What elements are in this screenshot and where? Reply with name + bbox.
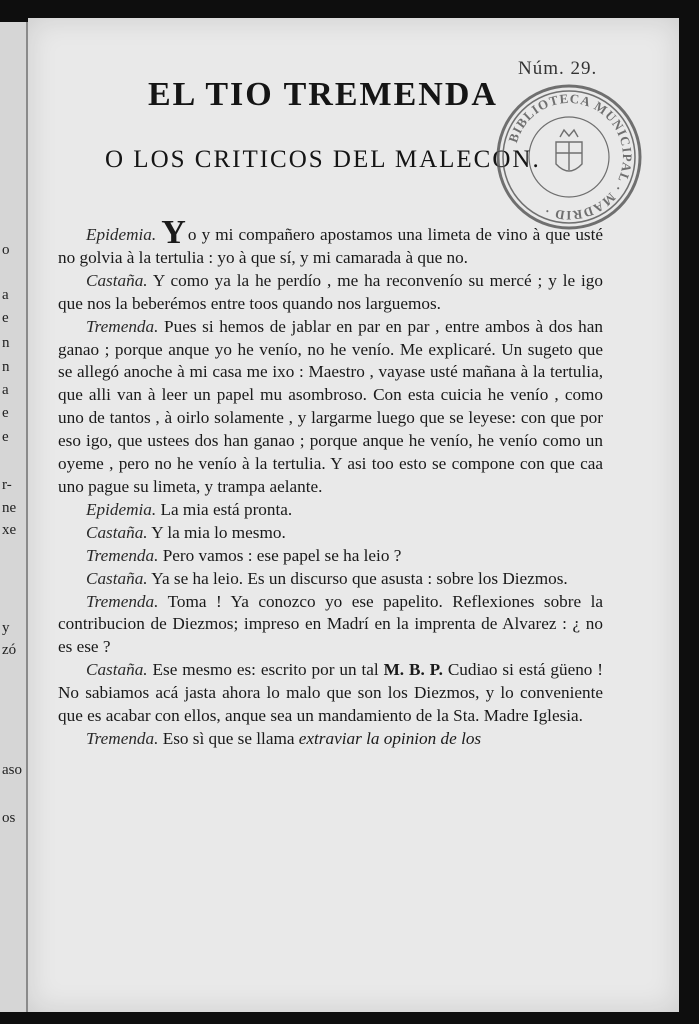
speaker-label: Tremenda. xyxy=(86,545,159,565)
speaker-label: Castaña. xyxy=(86,660,148,680)
left-page-fragment: e xyxy=(2,405,9,421)
dialogue-body xyxy=(58,214,604,751)
dialogue-text: Y la mia lo mesmo. xyxy=(151,522,286,542)
dialogue-paragraph xyxy=(58,545,603,568)
issue-number: Núm. 29. xyxy=(518,58,598,79)
dialogue-text: Cudiao si está güeno ! No sabiamos acá jasta ahora lo malo que son los Diezmos, y lo conveniente que es acabar con ellos, anque sea un mandamiento de la Sta. Madre Iglesia. xyxy=(58,660,604,726)
speaker-label: Epidemia. xyxy=(86,225,157,244)
dialogue-text: La mia está pronta. xyxy=(160,499,293,519)
dialogue-text: Ya se ha leio. Es un discurso que asusta : sobre los Diezmos. xyxy=(151,568,568,588)
speaker-label: Castaña. xyxy=(86,522,148,542)
svg-text:BIBLIOTECA MUNICIPAL · MADRID xyxy=(505,91,635,223)
dialogue-paragraph xyxy=(58,591,603,660)
dialogue-text: o y mi compañero apostamos una limeta de vino à que usté no golvia à la tertulia : yo à que sí, y mi camarada à que no. xyxy=(58,225,604,267)
dialogue-paragraph xyxy=(58,499,603,522)
dialogue-paragraph xyxy=(58,522,603,545)
page-title: EL TIO TREMENDA xyxy=(148,76,498,113)
left-page-fragment: a xyxy=(2,287,9,303)
left-page-fragment: n xyxy=(2,335,10,351)
dialogue-paragraph xyxy=(58,568,603,591)
drop-cap: Y xyxy=(161,214,186,251)
document-page xyxy=(28,18,679,1012)
page-subtitle: O LOS CRITICOS DEL MALECON. xyxy=(105,146,541,173)
left-page-fragment: n xyxy=(2,359,10,375)
author-initials: M. B. P. xyxy=(383,660,443,680)
left-page-fragment: aso xyxy=(2,762,22,778)
speaker-label: Tremenda. xyxy=(86,728,159,748)
left-page-fragment: os xyxy=(2,810,16,826)
dialogue-paragraph xyxy=(58,659,603,728)
speaker-label: Tremenda. xyxy=(86,316,159,336)
dialogue-text: Ese mesmo es: escrito por un tal xyxy=(152,660,379,680)
dialogue-paragraph xyxy=(58,214,604,270)
left-page-fragment: y xyxy=(2,620,10,636)
dialogue-text: Pues si hemos de jablar en par en par , entre ambos à dos han ganao ; porque anque yo he venío, no he venío. Me explicaré. Un sugeto que se allegó anoche à mi casa me ixo : Maestro , vayase usté mañana à la tertulia, que alli van à leer un papel mu asombroso. Con esta cuicia he venío , como uno de tantos , à oirlo solamente , y largarme luego que se leyese: con que por eso igo, que ustees dos han ganao ; porque anque he venío, he venío como un oyeme , pero no he venío à la tertulia. Y asi too esto se compone con que caa uno pague su limeta, y trampa aelante. xyxy=(58,316,603,496)
coat-of-arms-icon xyxy=(556,130,582,171)
left-page-fragment: ne xyxy=(2,500,17,516)
left-page-fragment: xe xyxy=(2,522,17,538)
adjacent-page-edge xyxy=(0,22,28,1012)
left-page-fragment: a xyxy=(2,382,9,398)
library-stamp xyxy=(494,82,644,232)
dialogue-paragraph xyxy=(58,316,603,499)
left-page-fragment: o xyxy=(2,242,10,258)
dialogue-text: Eso sì que se llama xyxy=(162,728,295,748)
dialogue-paragraph xyxy=(58,728,603,751)
speaker-label: Tremenda. xyxy=(86,591,159,611)
left-page-fragment: e xyxy=(2,310,9,326)
left-page-fragment: e xyxy=(2,429,9,445)
dialogue-paragraph xyxy=(58,270,603,316)
speaker-label: Epidemia. xyxy=(86,499,157,519)
dialogue-text: Y como ya la he perdío , me ha reconvenío su mercé ; y le igo que nos la beberémos entre toos quando nos larguemos. xyxy=(58,270,603,313)
dialogue-text: Toma ! Ya conozco yo ese papelito. Reflexiones sobre la contribucion de Diezmos; impreso en Madrí en la imprenta de Alvarez : ¿ no es ese ? xyxy=(58,591,603,657)
dialogue-text: Pero vamos : ese papel se ha leio ? xyxy=(162,545,402,565)
speaker-label: Castaña. xyxy=(86,270,148,290)
speaker-label: Castaña. xyxy=(86,568,148,588)
italic-phrase: extraviar la opinion de los xyxy=(298,728,482,748)
stamp-text: BIBLIOTECA MUNICIPAL · MADRID · xyxy=(505,90,636,224)
left-page-fragment: zó xyxy=(2,642,17,658)
left-page-fragment: r- xyxy=(2,477,12,493)
